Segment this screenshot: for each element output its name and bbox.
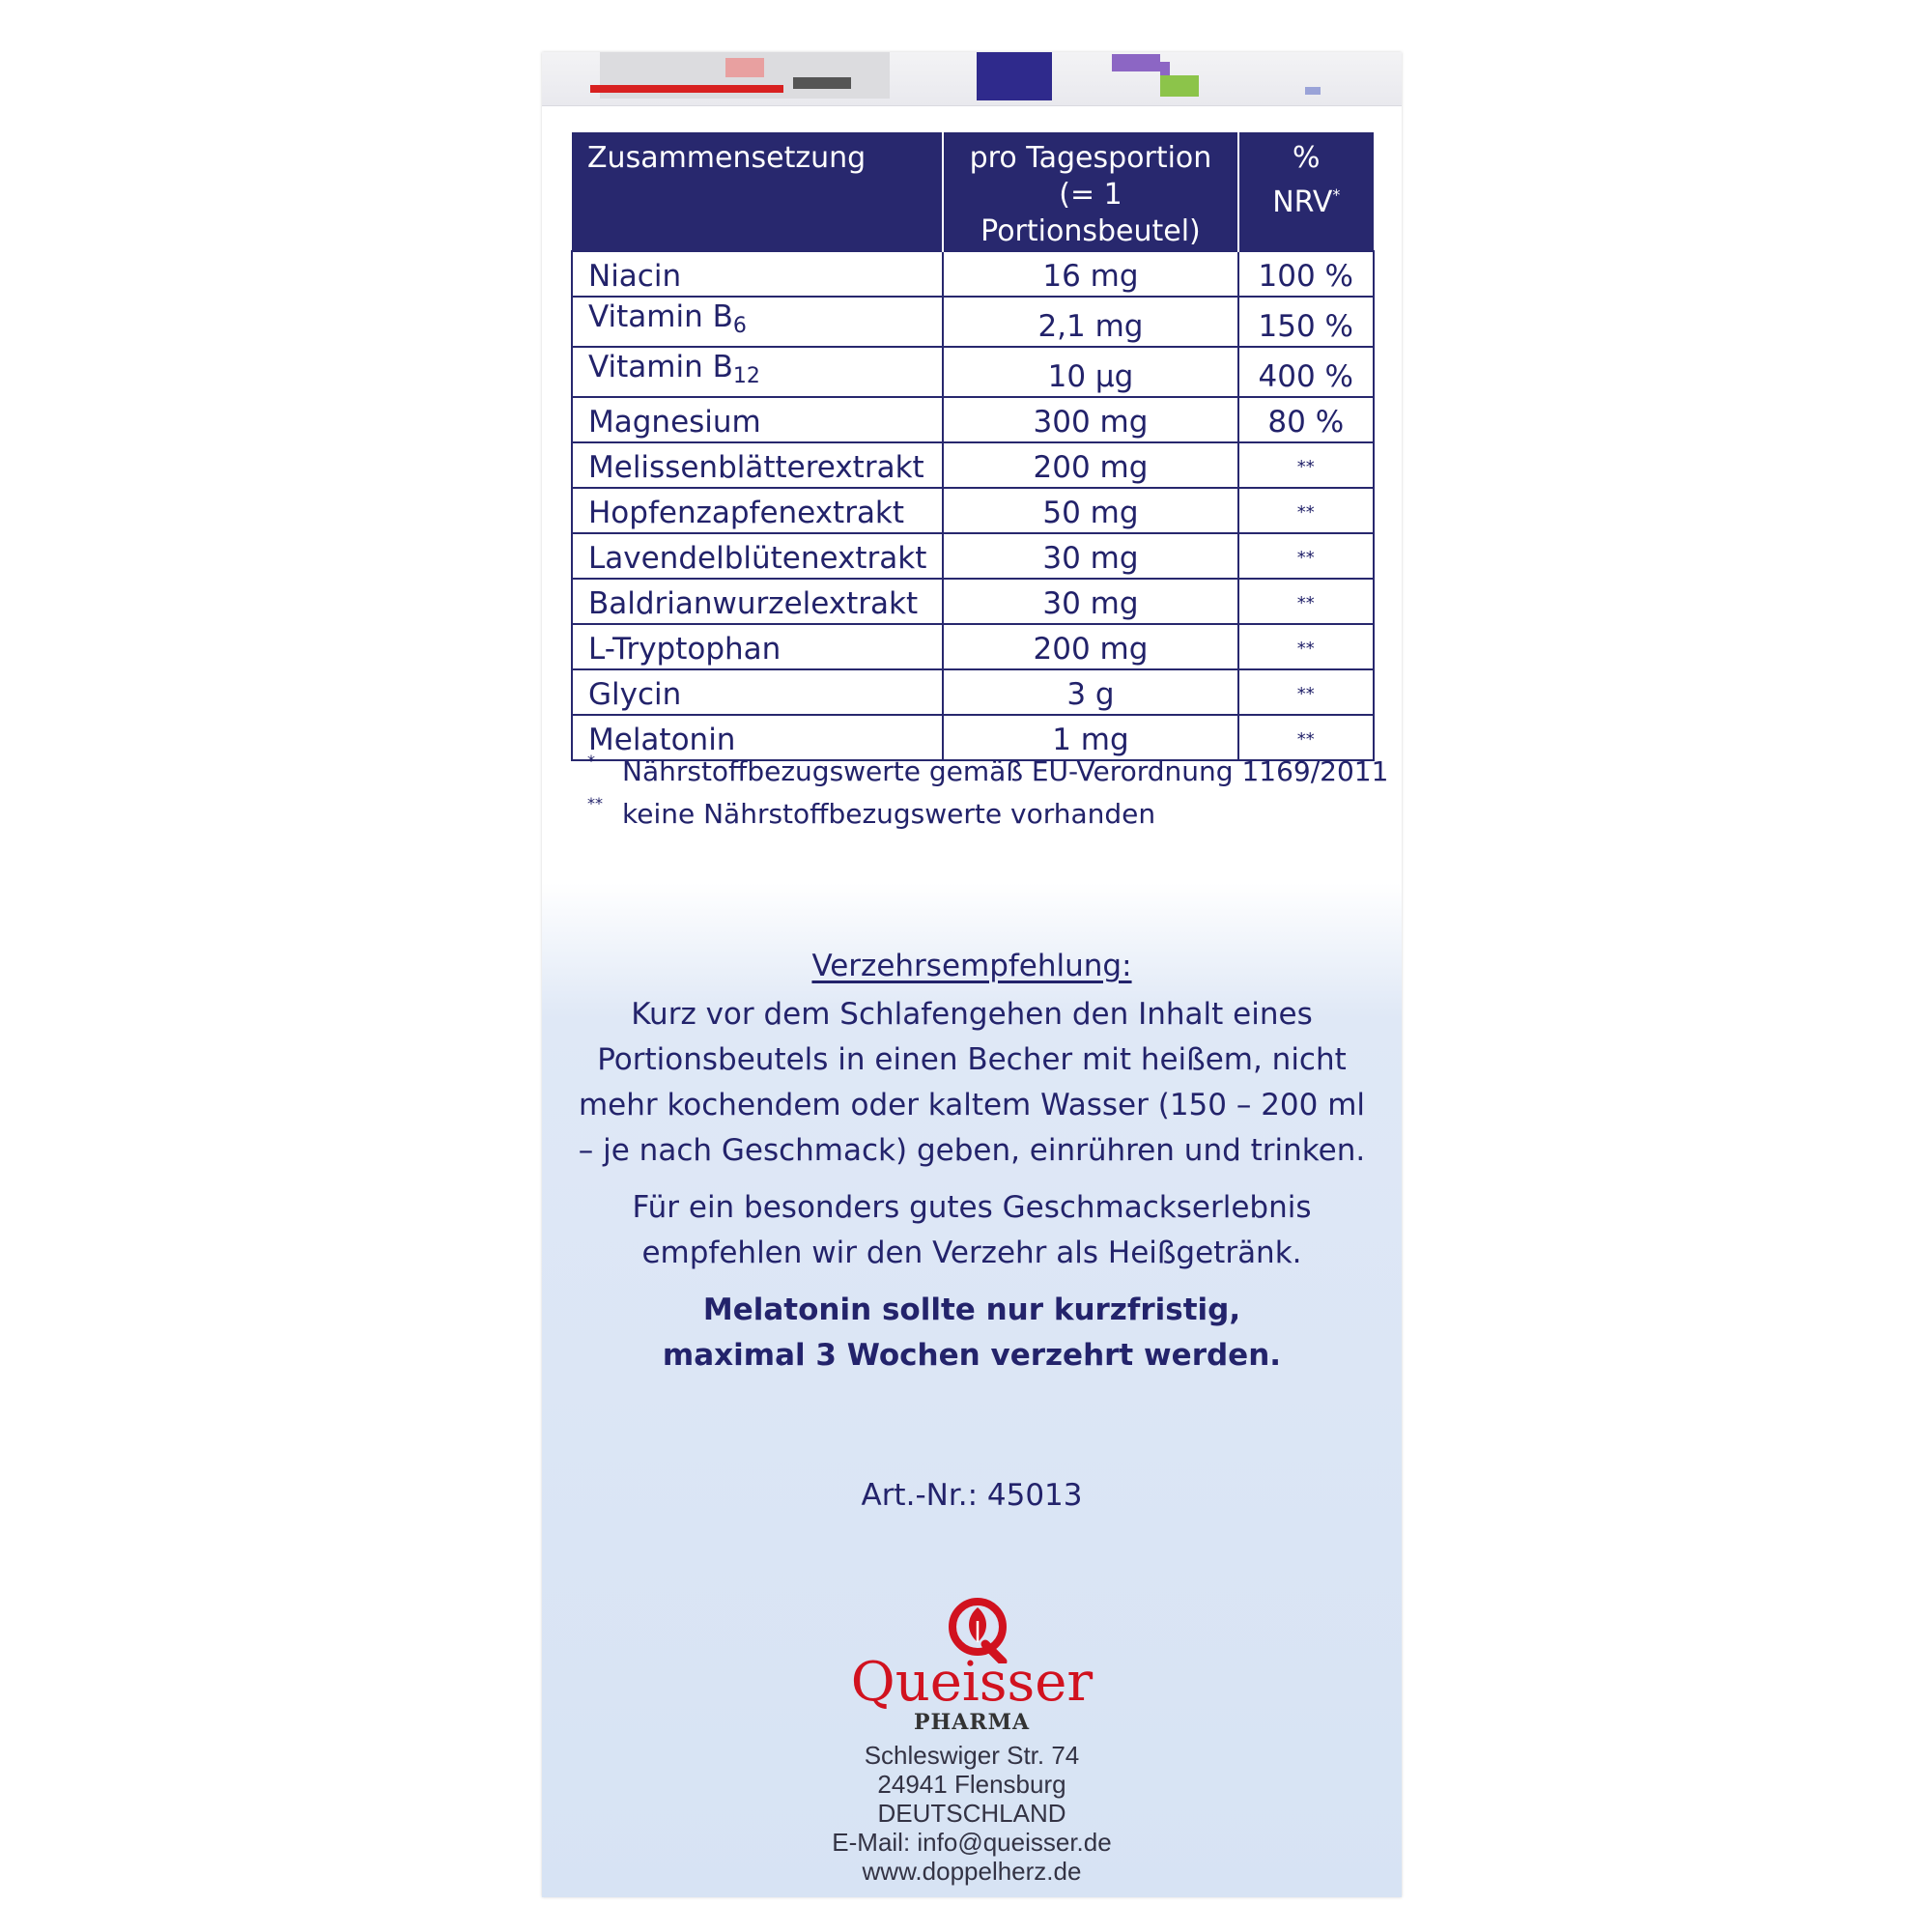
nutrient-amount: 200 mg	[943, 442, 1237, 488]
nutrient-nrv	[1238, 347, 1374, 397]
melatonin-warning	[542, 1288, 1402, 1378]
nutrient-name-text: Vitamin B	[588, 350, 733, 384]
address-line: DEUTSCHLAND	[877, 1799, 1066, 1828]
table-row	[572, 715, 1374, 760]
text-line: maximal 3 Wochen verzehrt werden.	[662, 1338, 1282, 1373]
header-nrv-mark: *	[1332, 185, 1341, 204]
nutrient-name	[572, 297, 943, 347]
nutrient-nrv-value: 150 %	[1258, 309, 1354, 344]
nutrient-nrv	[1238, 297, 1374, 347]
nutrient-nrv	[1238, 624, 1374, 669]
nutrient-amount: 2,1 mg	[943, 297, 1237, 347]
nutrient-nrv-value: **	[1296, 684, 1315, 704]
nutrient-nrv-value: **	[1296, 639, 1315, 659]
nutrient-nrv	[1238, 533, 1374, 579]
nutrient-name-text: Hopfenzapfenextrakt	[588, 496, 905, 530]
manufacturer-address	[542, 1741, 1402, 1886]
footnote-text: Nährstoffbezugswerte gemäß EU-Verordnung 1169/2011	[622, 755, 1389, 787]
nutrient-nrv	[1238, 442, 1374, 488]
lid-graphic	[793, 77, 851, 89]
nutrient-amount: 300 mg	[943, 397, 1237, 442]
header-daily-portion	[943, 132, 1237, 251]
recommendation-paragraph-1	[542, 992, 1402, 1174]
nutrient-name	[572, 624, 943, 669]
nutrient-nrv	[1238, 397, 1374, 442]
nutrient-subscript: 6	[732, 314, 747, 338]
table-row	[572, 579, 1374, 624]
nutrient-nrv	[1238, 488, 1374, 533]
nutrient-nrv	[1238, 251, 1374, 297]
lid-graphic	[1160, 75, 1199, 97]
nutrient-name	[572, 251, 943, 297]
table-row	[572, 669, 1374, 715]
nutrient-name	[572, 488, 943, 533]
address-line: Schleswiger Str. 74	[864, 1741, 1080, 1770]
table-row	[572, 488, 1374, 533]
header-daily-portion-line1: pro Tagesportion	[969, 141, 1212, 175]
nutrient-nrv-value: **	[1296, 729, 1315, 750]
nutrient-nrv-value: **	[1296, 548, 1315, 568]
address-line: 24941 Flensburg	[877, 1770, 1066, 1799]
text-line: Kurz vor dem Schlafengehen den Inhalt eines	[631, 997, 1313, 1032]
lid-graphic	[590, 85, 783, 93]
nutrient-nrv-value: **	[1296, 502, 1315, 523]
nutrient-nrv	[1238, 715, 1374, 760]
text-line: Melatonin sollte nur kurzfristig,	[702, 1293, 1241, 1327]
nutrient-nrv-value: 80 %	[1267, 405, 1345, 440]
nutrient-nrv-value: **	[1296, 457, 1315, 477]
nutrient-name-text: Magnesium	[588, 405, 761, 440]
lid-graphic	[725, 58, 764, 77]
article-number: Art.-Nr.: 45013	[861, 1478, 1083, 1513]
nutrient-name	[572, 397, 943, 442]
footnote-text: keine Nährstoffbezugswerte vorhanden	[622, 798, 1156, 830]
package-lid	[542, 52, 1402, 106]
lid-graphic	[1305, 87, 1321, 95]
nutrition-table	[571, 132, 1375, 761]
header-composition: Zusammensetzung	[572, 132, 943, 251]
nutrient-nrv-value: **	[1296, 593, 1315, 613]
nutrient-name	[572, 579, 943, 624]
nutrient-amount: 1 mg	[943, 715, 1237, 760]
nutrient-name-text: Vitamin B	[588, 299, 733, 334]
address-website: www.doppelherz.de	[862, 1857, 1082, 1886]
nutrient-amount: 50 mg	[943, 488, 1237, 533]
text-line: – je nach Geschmack) geben, einrühren und trinken.	[578, 1133, 1366, 1168]
nutrient-subscript: 12	[732, 364, 760, 388]
nutrient-name	[572, 442, 943, 488]
table-row	[572, 442, 1374, 488]
recommendation-paragraph-2	[542, 1185, 1402, 1276]
table-row	[572, 397, 1374, 442]
table-header-row	[572, 132, 1374, 251]
nutrient-name	[572, 533, 943, 579]
text-line: mehr kochendem oder kaltem Wasser (150 – 200 ml	[578, 1088, 1366, 1122]
nutrient-name	[572, 347, 943, 397]
nutrient-name	[572, 669, 943, 715]
nutrient-name-text: Niacin	[588, 259, 682, 294]
nutrient-amount: 10 µg	[943, 347, 1237, 397]
header-nrv	[1238, 132, 1374, 251]
address-email: E-Mail: info@queisser.de	[832, 1828, 1112, 1857]
footnote-mark: *	[587, 752, 595, 770]
lid-graphic	[1112, 54, 1160, 71]
nutrient-amount: 200 mg	[943, 624, 1237, 669]
nutrient-amount: 16 mg	[943, 251, 1237, 297]
header-nrv-label: % NRV	[1272, 141, 1333, 219]
nutrient-amount: 30 mg	[943, 533, 1237, 579]
header-daily-portion-line2: (= 1 Portionsbeutel)	[980, 178, 1201, 248]
nutrient-name	[572, 715, 943, 760]
table-row	[572, 297, 1374, 347]
nutrient-name-text: Glycin	[588, 677, 682, 712]
brand-subtitle: PHARMA	[913, 1710, 1031, 1735]
text-line: Portionsbeutels in einen Becher mit heißem, nicht	[597, 1042, 1347, 1077]
nutrient-name-text: Baldrianwurzelextrakt	[588, 586, 919, 621]
nutrient-amount: 3 g	[943, 669, 1237, 715]
table-row	[572, 624, 1374, 669]
table-row	[572, 533, 1374, 579]
lid-graphic	[977, 52, 1052, 100]
nutrient-nrv	[1238, 669, 1374, 715]
nutrient-name-text: Lavendelblütenextrakt	[588, 541, 927, 576]
brand-name: Queisser	[850, 1651, 1094, 1714]
table-row	[572, 251, 1374, 297]
nutrient-nrv	[1238, 579, 1374, 624]
text-line: Für ein besonders gutes Geschmackserlebnis	[632, 1190, 1312, 1225]
nutrient-amount: 30 mg	[943, 579, 1237, 624]
footnote-mark: **	[587, 794, 603, 812]
nutrient-name-text: Melissenblätterextrakt	[588, 450, 924, 485]
nutrient-nrv-value: 400 %	[1258, 359, 1354, 394]
table-row	[572, 347, 1374, 397]
nutrient-nrv-value: 100 %	[1258, 259, 1354, 294]
text-line: empfehlen wir den Verzehr als Heißgetränk.	[641, 1236, 1302, 1270]
recommendation-title: Verzehrsempfehlung:	[811, 949, 1132, 983]
nutrient-name-text: L-Tryptophan	[588, 632, 781, 667]
nutrient-name-text: Melatonin	[588, 723, 736, 757]
